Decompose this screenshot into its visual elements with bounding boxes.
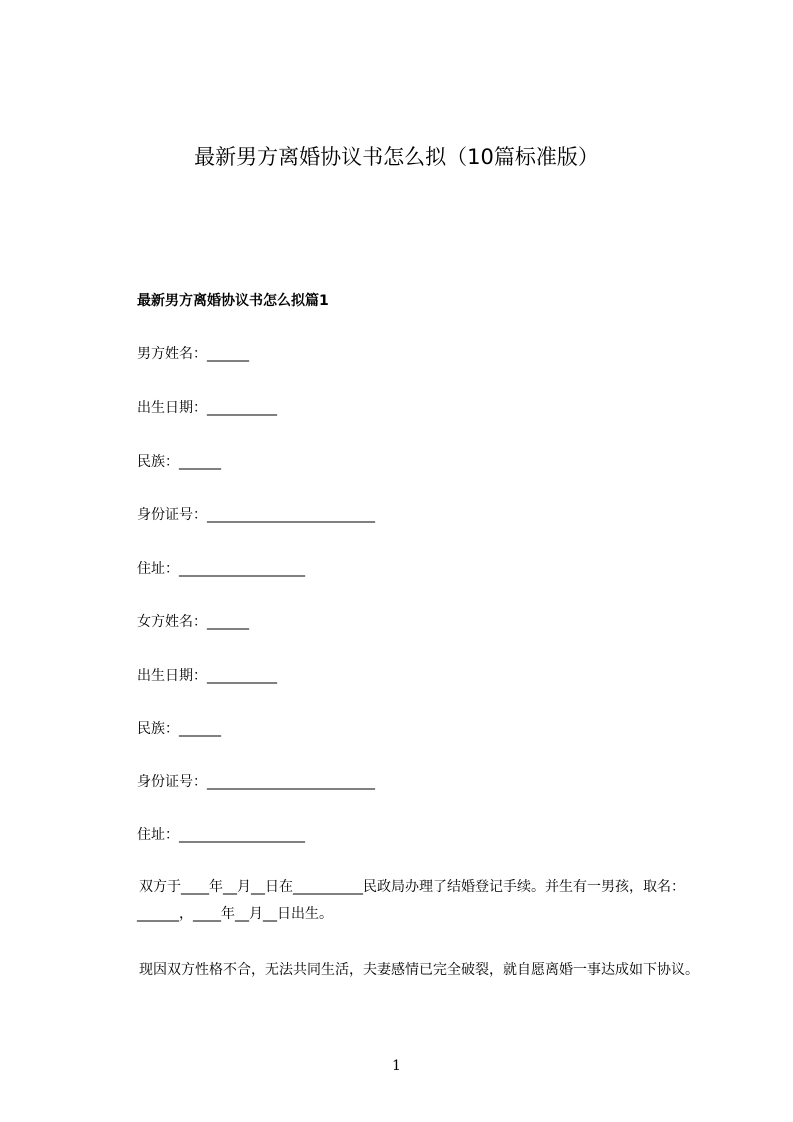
paragraph-marriage-registration: 双方于____年__月__日在__________民政局办理了结婚登记手续。并生有一男孩，取名：______，____年__月__日出生。	[137, 879, 685, 922]
field-wife-name: 女方姓名：______	[137, 614, 249, 630]
field-wife-id-number: 身份证号：________________________	[137, 774, 375, 790]
page-number: 1	[392, 1058, 401, 1074]
field-wife-ethnicity: 民族：______	[137, 721, 221, 737]
document-title: 最新男方离婚协议书怎么拟（10篇标准版）	[194, 145, 599, 169]
paragraph-divorce-reason: 现因双方性格不合，无法共同生活，夫妻感情已完全破裂，就自愿离婚一事达成如下协议。	[139, 962, 699, 978]
section-heading: 最新男方离婚协议书怎么拟篇1	[137, 293, 329, 309]
field-husband-address: 住址：__________________	[137, 561, 305, 577]
field-husband-birthdate: 出生日期：__________	[137, 400, 277, 416]
field-wife-birthdate: 出生日期：__________	[137, 668, 277, 684]
field-husband-ethnicity: 民族：______	[137, 454, 221, 470]
field-wife-address: 住址：__________________	[137, 827, 305, 843]
field-husband-name: 男方姓名：______	[137, 346, 249, 362]
field-husband-id-number: 身份证号：________________________	[137, 507, 375, 523]
